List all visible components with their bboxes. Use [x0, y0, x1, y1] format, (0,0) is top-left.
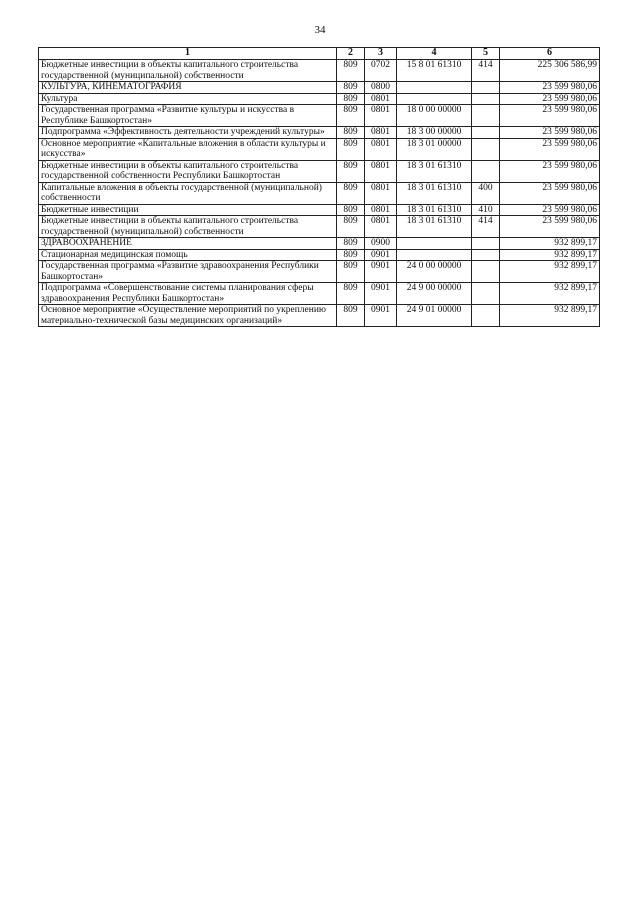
ministry-code-cell: 809 [337, 82, 365, 94]
row-name-cell: Основное мероприятие «Осуществление мероприятий по укреплению материально-технической базы медицинских организаций» [39, 305, 337, 327]
ministry-code-cell: 809 [337, 138, 365, 160]
expense-type-cell [472, 283, 500, 305]
section-code-cell: 0900 [365, 238, 397, 250]
table-row [39, 283, 600, 305]
ministry-code-cell: 809 [337, 160, 365, 182]
ministry-code-cell: 809 [337, 261, 365, 283]
section-code-cell: 0801 [365, 182, 397, 204]
target-article-cell: 24 0 00 00000 [397, 261, 472, 283]
row-name-cell: Бюджетные инвестиции в объекты капитального строительства государственной (муниципальной) собственности [39, 60, 337, 82]
amount-cell: 23 599 980,06 [500, 216, 600, 238]
table-row [39, 105, 600, 127]
amount-cell: 932 899,17 [500, 238, 600, 250]
row-name-cell: Основное мероприятие «Капитальные вложения в области культуры и искусства» [39, 138, 337, 160]
table-row [39, 127, 600, 139]
row-name-cell: Капитальные вложения в объекты государственной (муниципальной) собственности [39, 182, 337, 204]
section-code-cell: 0801 [365, 216, 397, 238]
target-article-cell [397, 82, 472, 94]
column-header-6: 6 [500, 48, 600, 60]
target-article-cell [397, 238, 472, 250]
row-name-cell: КУЛЬТУРА, КИНЕМАТОГРАФИЯ [39, 82, 337, 94]
section-code-cell: 0801 [365, 127, 397, 139]
target-article-cell: 18 3 01 00000 [397, 138, 472, 160]
column-header-1: 1 [39, 48, 337, 60]
table-row [39, 93, 600, 105]
section-code-cell: 0801 [365, 204, 397, 216]
target-article-cell: 18 3 00 00000 [397, 127, 472, 139]
table-row [39, 160, 600, 182]
target-article-cell: 24 9 01 00000 [397, 305, 472, 327]
row-name-cell: Бюджетные инвестиции в объекты капитального строительства государственной собственности Республики Башкортостан [39, 160, 337, 182]
amount-cell: 225 306 586,99 [500, 60, 600, 82]
table-row [39, 204, 600, 216]
expense-type-cell [472, 138, 500, 160]
target-article-cell: 15 8 01 61310 [397, 60, 472, 82]
table-header-row [39, 48, 600, 60]
table-row [39, 138, 600, 160]
expense-type-cell [472, 261, 500, 283]
ministry-code-cell: 809 [337, 305, 365, 327]
expense-type-cell [472, 305, 500, 327]
section-code-cell: 0901 [365, 305, 397, 327]
expense-type-cell [472, 82, 500, 94]
expense-type-cell: 400 [472, 182, 500, 204]
amount-cell: 23 599 980,06 [500, 182, 600, 204]
section-code-cell: 0801 [365, 138, 397, 160]
row-name-cell: Подпрограмма «Эффективность деятельности учреждений культуры» [39, 127, 337, 139]
target-article-cell: 18 3 01 61310 [397, 160, 472, 182]
section-code-cell: 0901 [365, 283, 397, 305]
target-article-cell: 18 3 01 61310 [397, 204, 472, 216]
ministry-code-cell: 809 [337, 60, 365, 82]
amount-cell: 23 599 980,06 [500, 93, 600, 105]
row-name-cell: Государственная программа «Развитие культуры и искусства в Республике Башкортостан» [39, 105, 337, 127]
expense-type-cell [472, 249, 500, 261]
expense-type-cell [472, 160, 500, 182]
row-name-cell: Стационарная медицинская помощь [39, 249, 337, 261]
expense-type-cell: 414 [472, 60, 500, 82]
expense-type-cell: 414 [472, 216, 500, 238]
ministry-code-cell: 809 [337, 127, 365, 139]
table-row [39, 216, 600, 238]
amount-cell: 23 599 980,06 [500, 82, 600, 94]
ministry-code-cell: 809 [337, 238, 365, 250]
table-row [39, 60, 600, 82]
ministry-code-cell: 809 [337, 216, 365, 238]
amount-cell: 23 599 980,06 [500, 204, 600, 216]
ministry-code-cell: 809 [337, 93, 365, 105]
amount-cell: 932 899,17 [500, 283, 600, 305]
budget-table [38, 47, 600, 327]
target-article-cell: 18 3 01 61310 [397, 182, 472, 204]
row-name-cell: Государственная программа «Развитие здравоохранения Республики Башкортостан» [39, 261, 337, 283]
expense-type-cell [472, 105, 500, 127]
column-header-5: 5 [472, 48, 500, 60]
column-header-3: 3 [365, 48, 397, 60]
table-row [39, 238, 600, 250]
row-name-cell: Подпрограмма «Совершенствование системы планирования сферы здравоохранения Республики Башкортостан» [39, 283, 337, 305]
amount-cell: 23 599 980,06 [500, 160, 600, 182]
row-name-cell: Культура [39, 93, 337, 105]
target-article-cell: 24 9 00 00000 [397, 283, 472, 305]
section-code-cell: 0801 [365, 93, 397, 105]
expense-type-cell: 410 [472, 204, 500, 216]
table-row [39, 249, 600, 261]
target-article-cell: 18 3 01 61310 [397, 216, 472, 238]
expense-type-cell [472, 238, 500, 250]
column-header-4: 4 [397, 48, 472, 60]
amount-cell: 23 599 980,06 [500, 138, 600, 160]
section-code-cell: 0901 [365, 249, 397, 261]
amount-cell: 932 899,17 [500, 305, 600, 327]
ministry-code-cell: 809 [337, 249, 365, 261]
column-header-2: 2 [337, 48, 365, 60]
table-row [39, 261, 600, 283]
target-article-cell [397, 249, 472, 261]
amount-cell: 23 599 980,06 [500, 127, 600, 139]
ministry-code-cell: 809 [337, 204, 365, 216]
ministry-code-cell: 809 [337, 105, 365, 127]
expense-type-cell [472, 93, 500, 105]
row-name-cell: Бюджетные инвестиции в объекты капитального строительства государственной (муниципальной) собственности [39, 216, 337, 238]
row-name-cell: Бюджетные инвестиции [39, 204, 337, 216]
section-code-cell: 0801 [365, 105, 397, 127]
target-article-cell [397, 93, 472, 105]
section-code-cell: 0801 [365, 160, 397, 182]
ministry-code-cell: 809 [337, 182, 365, 204]
table-body [39, 60, 600, 327]
page-number: 34 [314, 24, 326, 36]
table-row [39, 82, 600, 94]
table-row [39, 305, 600, 327]
amount-cell: 932 899,17 [500, 261, 600, 283]
amount-cell: 23 599 980,06 [500, 105, 600, 127]
section-code-cell: 0901 [365, 261, 397, 283]
section-code-cell: 0702 [365, 60, 397, 82]
ministry-code-cell: 809 [337, 283, 365, 305]
row-name-cell: ЗДРАВООХРАНЕНИЕ [39, 238, 337, 250]
amount-cell: 932 899,17 [500, 249, 600, 261]
target-article-cell: 18 0 00 00000 [397, 105, 472, 127]
expense-type-cell [472, 127, 500, 139]
section-code-cell: 0800 [365, 82, 397, 94]
table-row [39, 182, 600, 204]
